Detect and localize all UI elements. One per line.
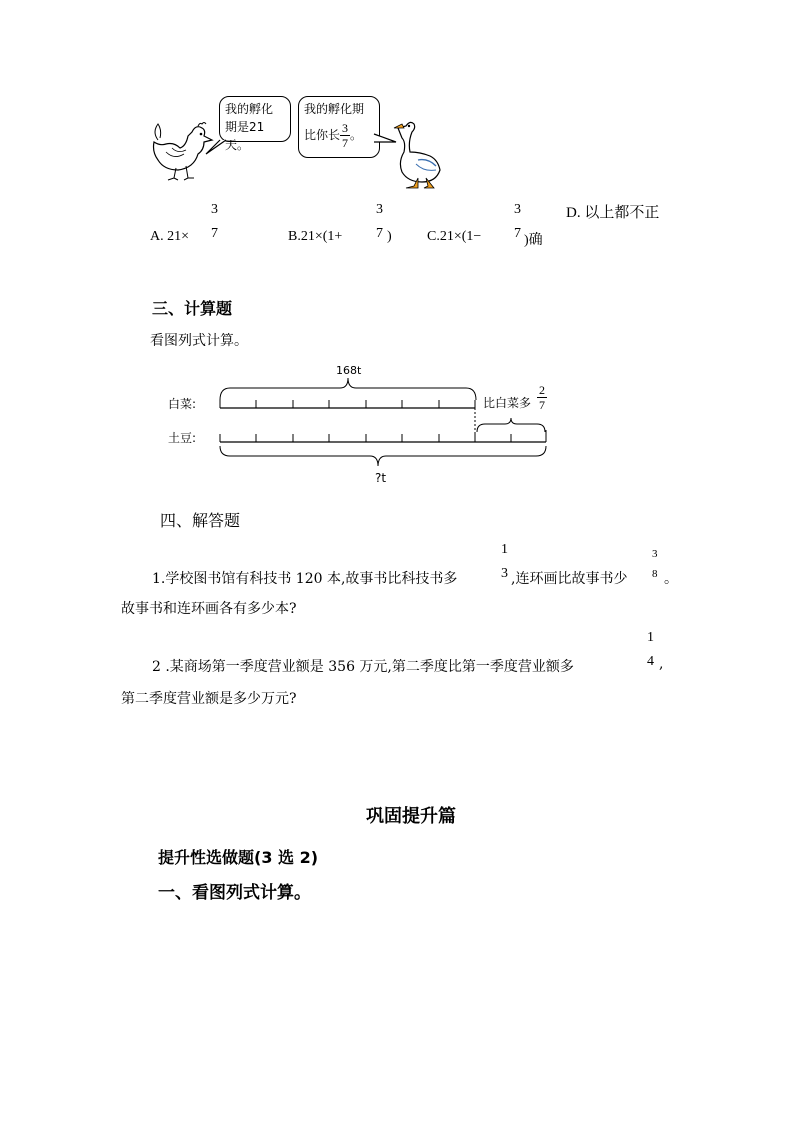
extra-brace — [477, 418, 545, 432]
fraction-three-sevenths: $\frac{3}{7}$ — [342, 121, 349, 150]
section4-title: 四、解答题 — [160, 511, 241, 530]
section3-title: 三、计算题 — [152, 299, 233, 318]
q1-text-c: 。 — [664, 571, 678, 587]
q2-line2: 第二季度营业额是多少万元? — [121, 691, 297, 707]
q2-text-b: , — [659, 656, 664, 672]
option-d: D. 以上都不正 — [566, 205, 660, 221]
option-c-fraction-top: 3 — [514, 202, 521, 217]
q2-fraction-bottom: 4 — [647, 654, 654, 669]
option-a-fraction-bottom: 7 — [211, 226, 218, 241]
option-b-fraction-top: 3 — [376, 202, 383, 217]
option-b-tail: ) — [387, 229, 392, 244]
option-a: A. 21× — [150, 229, 190, 244]
bubble-goose-suffix: 。 — [350, 128, 363, 142]
section3-intro: 看图列式计算。 — [150, 333, 248, 349]
part2-subtitle: 提升性选做题(3 选 2) — [158, 848, 319, 867]
cabbage-ticks — [220, 400, 475, 408]
q1-line2: 故事书和连环画各有多少本? — [121, 601, 297, 617]
diagram-row1-label: 白菜: — [168, 397, 197, 411]
q1-text-a: 1.学校图书馆有科技书 120 本,故事书比科技书多 — [152, 571, 458, 587]
option-b-fraction-bottom: 7 — [376, 226, 383, 241]
bubble-chicken-line1: 我的孵化 — [225, 102, 274, 116]
diagram-row2-label: 土豆: — [168, 431, 197, 445]
bubble-goose-prefix: 比你长 — [304, 128, 341, 142]
option-c: C.21×(1− — [427, 229, 482, 244]
bottom-brace — [220, 446, 546, 466]
q1-text-b: ,连环画比故事书少 — [511, 571, 628, 587]
q2-fraction-top: 1 — [647, 630, 654, 645]
option-c-tail: )确 — [524, 233, 543, 248]
diagram-extra-text: 比白菜多 — [483, 396, 532, 410]
part2-question-title: 一、看图列式计算。 — [158, 883, 311, 903]
segment-diagram — [0, 0, 793, 500]
option-b: B.21×(1+ — [288, 229, 343, 244]
part2-title: 巩固提升篇 — [366, 806, 456, 827]
bubble-goose-line1: 我的孵化期 — [304, 102, 365, 116]
bubble-chicken-line2: 期是21天。 — [225, 120, 265, 152]
q1-fraction1-top: 1 — [501, 542, 508, 557]
potato-ticks — [220, 430, 546, 442]
option-a-fraction-top: 3 — [211, 202, 218, 217]
diagram-top-label: 168t — [336, 364, 362, 377]
diagram-extra-fraction: $\frac{2}{7}$ — [539, 383, 545, 412]
q1-fraction1-bottom: 3 — [501, 566, 508, 581]
diagram-bottom-label: ?t — [375, 471, 387, 485]
q1-fraction2-top: 3 — [652, 548, 658, 560]
option-c-fraction-bottom: 7 — [514, 226, 521, 241]
q1-fraction2-bottom: 8 — [652, 568, 658, 580]
top-brace — [220, 378, 476, 400]
q2-text-a: 2 .某商场第一季度营业额是 356 万元,第二季度比第一季度营业额多 — [152, 659, 574, 675]
